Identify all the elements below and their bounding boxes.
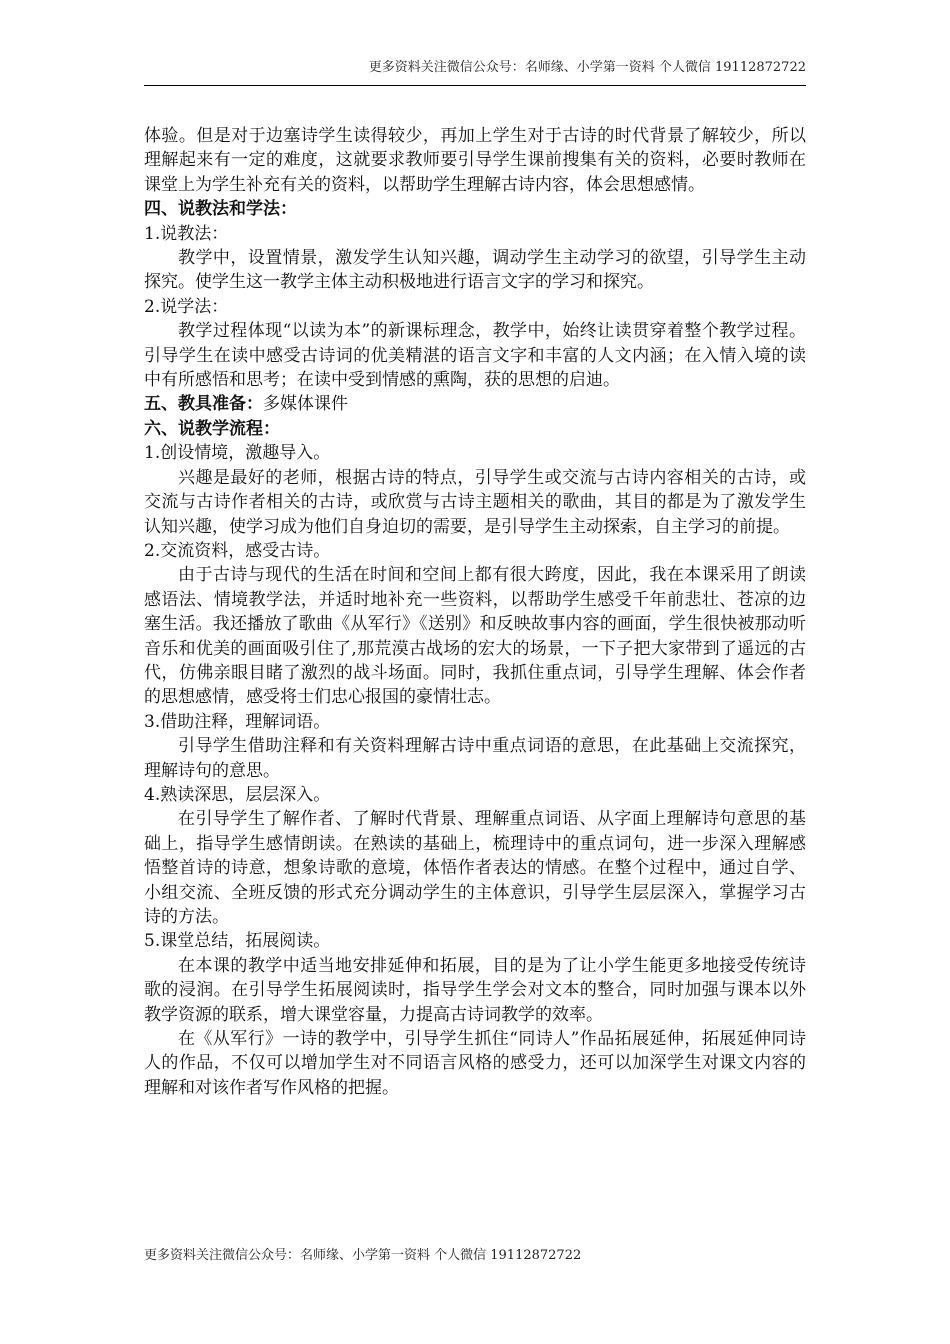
paragraph-intro: 体验。但是对于边塞诗学生读得较少，再加上学生对于古诗的时代背景了解较少，所以理解起来有一定的难度，这就要求教师要引导学生课前搜集有关的资料，必要时教师在课堂上为学生补充有关的资料，以帮助学生理解古诗内容，体会思想感情。 bbox=[144, 126, 806, 195]
step-5-paragraph-b: 在《从军行》一诗的教学中，引导学生抓住“同诗人”作品拓展延伸，拓展延伸同诗人的作品，不仅可以增加学生对不同语言风格的感受力，还可以加深学生对课文内容的理解和对该作者写作风格的把握。 bbox=[144, 1029, 806, 1098]
step-5-title: 5.课堂总结，拓展阅读。 bbox=[144, 931, 331, 952]
step-3-title: 3.借助注释，理解词语。 bbox=[144, 711, 331, 732]
step-2-title: 2.交流资料，感受古诗。 bbox=[144, 540, 331, 561]
step-5-paragraph-a: 在本课的教学中适当地安排延伸和拓展，目的是为了让小学生能更多地接受传统诗歌的浸润。在引导学生拓展阅读时，指导学生学会对文本的整合，同时加强与课本以外教学资源的联系，增大课堂容量，力提高古诗词教学的效率。 bbox=[144, 955, 806, 1025]
section-heading-5 bbox=[144, 392, 806, 416]
subheading-teaching-method: 1.说教法： bbox=[144, 223, 229, 244]
step-1-paragraph: 兴趣是最好的老师，根据古诗的特点，引导学生或交流与古诗内容相关的古诗，或交流与古诗作者相关的古诗，或欣赏与古诗主题相关的歌曲，其目的都是为了激发学生认知兴趣，使学习成为他们自身迫切的需要，是引导学生主动探索，自主学习的前提。 bbox=[144, 467, 806, 537]
step-2-paragraph: 由于古诗与现代的生活在时间和空间上都有很大跨度，因此，我在本课采用了朗读感语法、情境教学法，并适时地补充一些资料，以帮助学生感受千年前悲壮、苍凉的边塞生活。我还播放了歌曲《从军行》《送别》和反映故事内容的画面，学生很快被那动听音乐和优美的画面吸引住了,那荒漠古战场的宏大的场景，一下子把大家带到了遥远的古代，仿佛亲眼目睹了激烈的战斗场面。同时，我抓住重点词，引导学生理解、体会作者的思想感情，感受将士们忠心报国的豪情壮志。 bbox=[144, 565, 806, 708]
paragraph-learning-method: 教学过程体现“以读为本”的新课标理念，教学中，始终让读贯穿着整个教学过程。引导学生在读中感受古诗词的优美精湛的语言文字和丰富的人文内涵；在入情入境的读中有所感悟和思考；在读中受到情感的熏陶，获的思想的启迪。 bbox=[144, 321, 806, 391]
header-divider bbox=[144, 85, 806, 86]
page-header: 更多资料关注微信公众号：名师缘、小学第一资料 个人微信 19112872722 bbox=[368, 60, 806, 75]
section-heading-6: 六、说教学流程： bbox=[144, 418, 280, 439]
section-heading-4: 四、说教法和学法： bbox=[144, 199, 297, 220]
section-heading-5-title: 五、教具准备： bbox=[144, 394, 263, 415]
section-heading-5-value: 多媒体课件 bbox=[263, 394, 348, 415]
subheading-learning-method: 2.说学法： bbox=[144, 296, 229, 317]
step-1-title: 1.创设情境，激趣导入。 bbox=[144, 443, 331, 464]
step-4-title: 4.熟读深思，层层深入。 bbox=[144, 784, 331, 805]
document-body bbox=[144, 124, 806, 1100]
step-3-paragraph: 引导学生借助注释和有关资料理解古诗中重点词语的意思，在此基础上交流探究，理解诗句的意思。 bbox=[144, 736, 806, 781]
step-4-paragraph: 在引导学生了解作者、了解时代背景、理解重点词语、从字面上理解诗句意思的基础上，指导学生感情朗读。在熟读的基础上，梳理诗中的重点词句，进一步深入理解感悟整首诗的诗意，想象诗歌的意境，体悟作者表达的情感。在整个过程中，通过自学、小组交流、全班反馈的形式充分调动学生的主体意识，引导学生层层深入，掌握学习古诗的方法。 bbox=[144, 809, 806, 927]
page-footer: 更多资料关注微信公众号：名师缘、小学第一资料 个人微信 19112872722 bbox=[144, 1248, 582, 1263]
paragraph-teaching-method: 教学中，设置情景，激发学生认知兴趣，调动学生主动学习的欲望，引导学生主动探究。使学生这一教学主体主动积极地进行语言文字的学习和探究。 bbox=[144, 248, 806, 293]
